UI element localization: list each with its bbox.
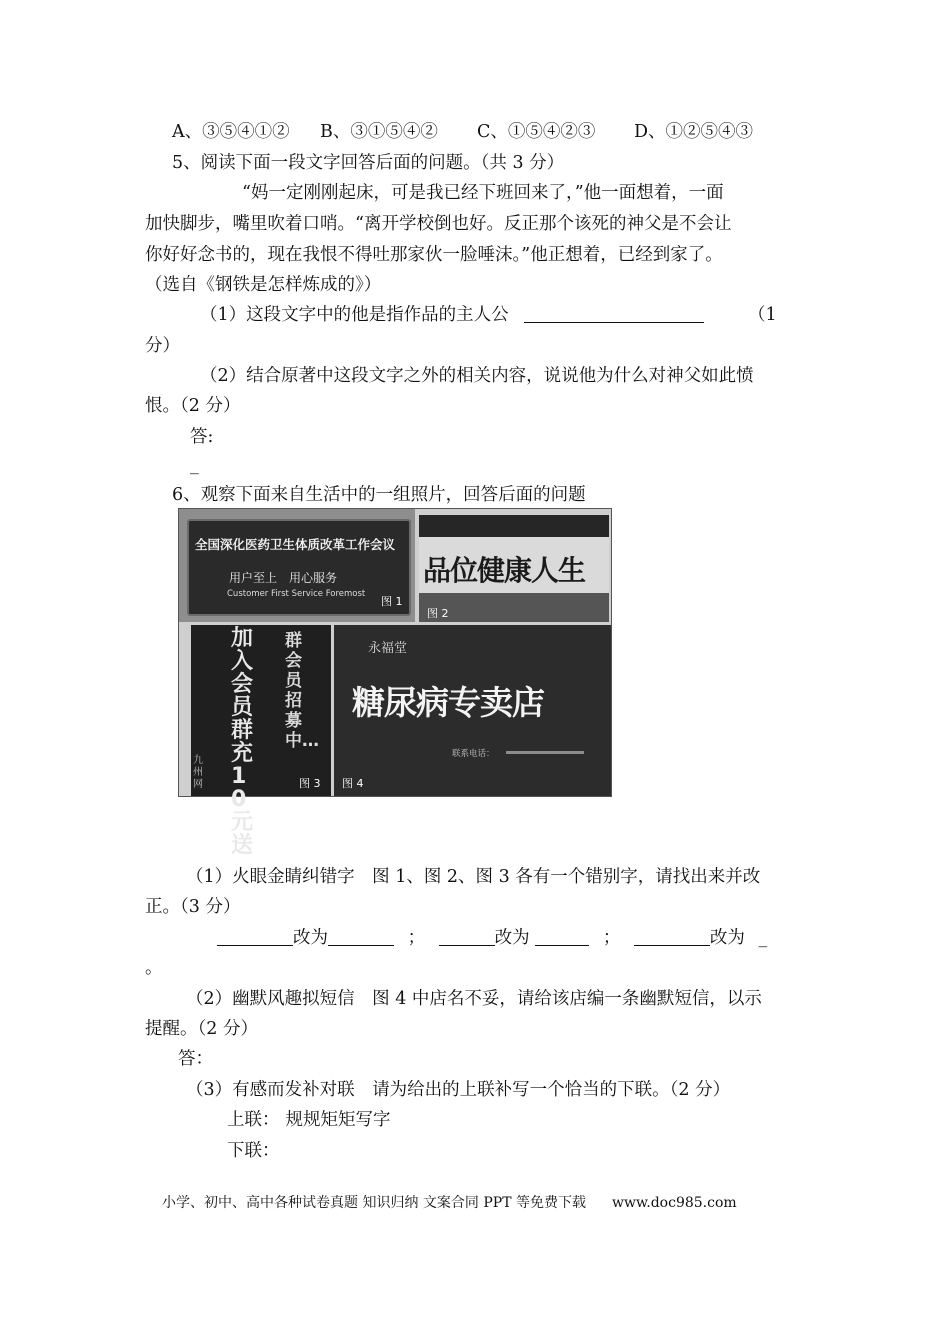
q6-change-label-1: 改为 (293, 928, 328, 948)
q5-passage-source: （选自《钢铁是怎样炼成的》） (145, 275, 382, 295)
photo-4-phone-digits (506, 751, 584, 754)
q5-sub2-line-1: （2）结合原著中这段文字之外的相关内容，说说他为什么对神父如此愤 (200, 366, 754, 386)
q6-upper-couplet-label: 上联： (227, 1110, 280, 1130)
photo-2-tag: 图 2 (427, 607, 449, 620)
q6-correct-char-2[interactable] (535, 927, 589, 946)
q6-sub1-end: 。 (145, 958, 163, 978)
q5-sub1-score-a: （1 (748, 305, 777, 325)
q4-option-a: A、③⑤④①② (172, 122, 290, 142)
q6-upper-couplet (227, 1108, 391, 1132)
photo-1-tag: 图 1 (381, 595, 403, 608)
q5-sub1-score-b: 分） (145, 336, 180, 356)
q6-change-label-2: 改为 (494, 928, 530, 948)
q5-passage-line-2: 加快脚步，嘴里吹着口哨。“离开学校倒也好。反正那个该死的神父是不会让 (145, 214, 732, 234)
q6-wrong-char-2[interactable] (439, 927, 495, 946)
footer-url[interactable]: www.doc985.com (611, 1195, 737, 1211)
q6-sub2-answer: 答： (178, 1049, 213, 1069)
q6-separator-2: ； (602, 928, 621, 948)
photo-3-column-2: 群会员招募中… (285, 631, 319, 751)
q5-answer-label: 答: (190, 427, 214, 447)
photo-collage (178, 508, 612, 858)
q5-passage-line-3: 你好好念书的，现在我恨不得吐那家伙一脸唾沫。”他正想着，已经到家了。 (145, 245, 723, 265)
q5-title: 5、阅读下面一段文字回答后面的问题。（共 3 分） (172, 153, 565, 173)
footer-text: 小学、初中、高中各种试卷真题 知识归纳 文案合同 PPT 等免费下载 (162, 1195, 586, 1211)
q5-sub1-question (200, 303, 704, 327)
photo-3-corner: 九州网 (193, 755, 203, 790)
q5-sub1-blank[interactable] (524, 304, 704, 323)
q5-sub1-text: （1）这段文字中的他是指作品的主人公 (200, 305, 509, 325)
photo-4-tag: 图 4 (342, 777, 364, 790)
q4-option-c: C、①⑤④②③ (477, 122, 596, 142)
photo-1 (179, 509, 415, 622)
photo-3-tag: 图 3 (299, 777, 321, 790)
photo-4 (334, 625, 611, 796)
q5-passage-line-1: “妈一定刚刚起床，可是我已经下班回来了，”他一面想着，一面 (242, 183, 724, 203)
q6-sub2-line-2: 提醒。（2 分） (145, 1019, 258, 1039)
photo-2 (419, 515, 609, 622)
q6-upper-couplet-text: 规规矩矩写字 (285, 1110, 391, 1130)
q6-correct-char-1[interactable] (328, 927, 394, 946)
photo-1-heading: 全国深化医药卫生体质改革工作会议 (195, 537, 396, 552)
photo-1-sign (187, 519, 411, 616)
q6-change-label-3: 改为 (709, 928, 745, 948)
photo-1-english: Customer First Service Foremost (227, 589, 366, 599)
q5-answer-mark[interactable]: _ (190, 455, 199, 475)
photo-1-slogan: 用户至上 用心服务 (229, 571, 338, 585)
photo-3 (191, 625, 331, 858)
photo-2-sign (419, 537, 609, 593)
q6-correct-char-3-mark[interactable]: _ (758, 928, 768, 948)
q6-lower-couplet-label: 下联： (227, 1141, 280, 1161)
photo-2-heading: 品位健康人生 (423, 554, 586, 587)
q6-sub2-line-1: （2）幽默风趣拟短信 图 4 中店名不妥，请给该店编一条幽默短信，以示 (186, 989, 762, 1009)
q6-sub1-line-1: （1）火眼金睛纠错字 图 1、图 2、图 3 各有一个错别字，请找出来并改 (186, 867, 761, 887)
photo-4-brand: 永福堂 (368, 641, 408, 656)
q6-sub3-title: （3）有感而发补对联 请为给出的上联补写一个恰当的下联。（2 分） (186, 1080, 731, 1100)
q4-option-d: D、①②⑤④③ (634, 122, 754, 142)
q6-sub1-fill-row (217, 926, 767, 950)
photo-4-sign: 糖尿病专卖店 (352, 683, 544, 722)
q4-option-b: B、③①⑤④② (320, 122, 438, 142)
page-footer (162, 1192, 737, 1212)
photo-4-phone: 联系电话： (452, 749, 495, 759)
q6-title: 6、观察下面来自生活中的一组照片，回答后面的问题 (172, 485, 586, 505)
q6-wrong-char-1[interactable] (217, 927, 293, 946)
q6-separator-1: ； (407, 928, 426, 948)
q6-wrong-char-3[interactable] (634, 927, 710, 946)
q6-sub1-line-2: 正。（3 分） (145, 897, 241, 917)
q5-sub2-line-2: 恨。（2 分） (145, 396, 241, 416)
photo-3-column-1: 加入会员群充10元送 (231, 626, 254, 858)
